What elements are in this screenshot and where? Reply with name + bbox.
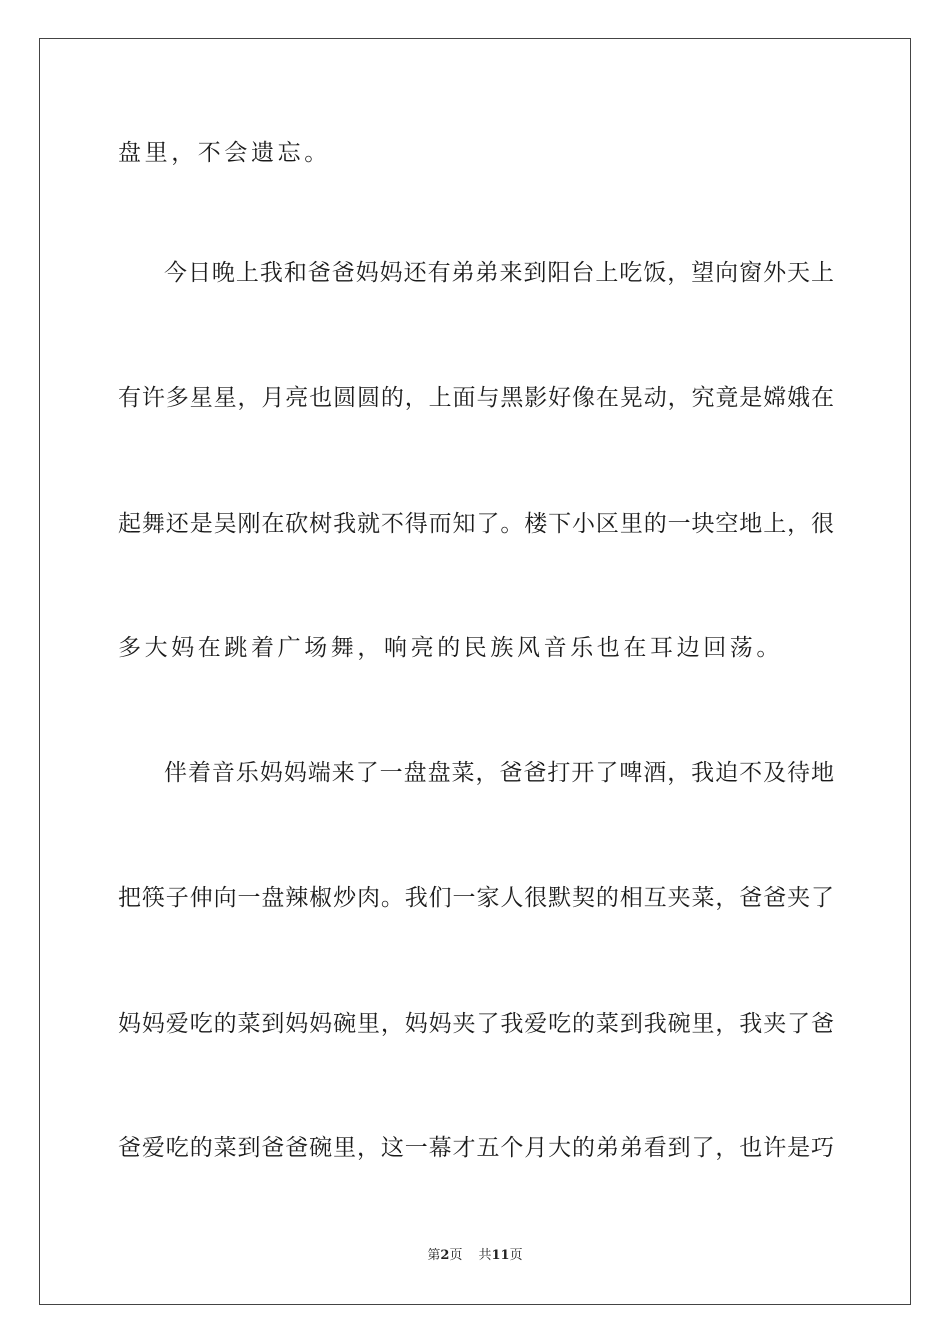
text-line: 多大妈在跳着广场舞，响亮的民族风音乐也在耳边回荡。 <box>118 635 783 661</box>
paragraph-first-line: 今日晚上我和爸爸妈妈还有弟弟来到阳台上吃饭，望向窗外天上 <box>164 260 834 286</box>
page-suffix: 页 <box>449 1248 463 1263</box>
paragraph-first-line: 伴着音乐妈妈端来了一盘盘菜，爸爸打开了啤酒，我迫不及待地 <box>164 760 834 786</box>
text-line: 盘里，不会遗忘。 <box>118 140 331 166</box>
text-line: 妈妈爱吃的菜到妈妈碗里，妈妈夹了我爱吃的菜到我碗里，我夹了爸 <box>118 1011 834 1037</box>
page-prefix: 第 <box>427 1248 441 1263</box>
total-pages: 11 <box>491 1248 510 1263</box>
page-border <box>39 38 911 1305</box>
total-suffix: 页 <box>509 1248 523 1263</box>
text-line: 把筷子伸向一盘辣椒炒肉。我们一家人很默契的相互夹菜，爸爸夹了 <box>118 885 834 911</box>
text-line: 有许多星星，月亮也圆圆的，上面与黑影好像在晃动，究竟是嫦娥在 <box>118 385 834 411</box>
text-line: 起舞还是吴刚在砍树我就不得而知了。楼下小区里的一块空地上，很 <box>118 511 834 537</box>
total-prefix: 共 <box>478 1248 492 1263</box>
page-footer <box>0 1247 950 1265</box>
page-number: 2 <box>440 1248 450 1263</box>
text-line: 爸爱吃的菜到爸爸碗里，这一幕才五个月大的弟弟看到了，也许是巧 <box>118 1135 834 1161</box>
